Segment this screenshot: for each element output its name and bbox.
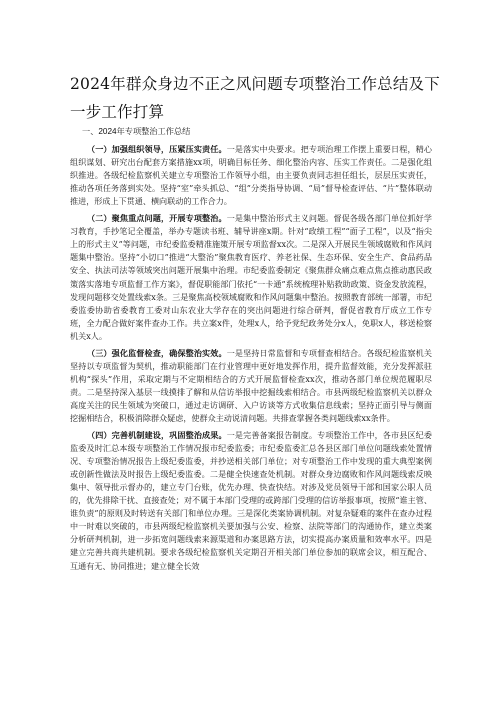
paragraph-1-text: 一是落实中央要求。把专项治理工作摆上重要日程，精心组织谋划、研究出台配套方案措施xx项，明确目标任务、细化整治内容、压实工作责任。二是强化组织推进。各级纪检监察机关建立专项整治工作领导小组，由主要负责同志担任组长，层层压实责任，推动各项任务落到实处。坚持“室”牵头抓总、“组”分类指导协调、“局”督导检查评估、“片”整体联动推进，形成上下贯通、横向联动的工作合力。	[70, 144, 432, 207]
paragraph-3-lead: （三）强化监督检查，确保整治实效。	[87, 347, 227, 358]
paragraph-4	[70, 429, 432, 573]
paragraph-2-text: 一是集中整治形式主义问题。督促各级各部门单位抓好学习教育，手抄笔记全覆盖，举办专题读书班、辅导讲座x期。针对“政绩工程”“面子工程”，以及“指尖上的形式主义”等问题，市纪委监委精准施策开展专项监督xx次。二是深入开展民生领域腐败和作风问题集中整治。坚持“小切口”推进“大整治”聚焦教育医疗、养老社保、生态环保、安全生产、食品药品安全、执法司法等领域突出问题开展集中治理。市纪委监委制定《聚焦群众痛点难点焦点推动惠民政策落实落地专项监督工作方案》，督促职能部门依托“一卡通”系统梳理补贴救助政策、资金发放流程，发现问题移交处置线索x条。三是聚焦高校领域腐败和作风问题集中整治。按照教育部统一部署，市纪委监委协助省委教育工委对山东农业大学存在的突出问题进行综合研判，督促省教育厅成立工作专班，全力配合做好案件查办工作。共立案x件，处理x人，给予党纪政务处分x人，免职x人，移送检察机关x人。	[70, 213, 432, 341]
paragraph-4-lead: （四）完善机制建设，巩固整治成果。	[87, 430, 227, 441]
document-body	[70, 125, 432, 577]
paragraph-1-lead: （一）加强组织领导，压紧压实责任。	[87, 144, 227, 155]
paragraph-1	[70, 143, 432, 208]
section-heading: 一、2024年专项整治工作总结	[82, 127, 191, 136]
paragraph-2	[70, 212, 432, 342]
paragraph-2-lead: （二）聚焦重点问题，开展专项整治。	[87, 213, 227, 224]
document-title: 2024年群众身边不正之风问题专项整治工作总结及下一步工作打算	[70, 75, 440, 121]
paragraph-3	[70, 347, 432, 425]
paragraph-4-text: 一是完善备案报告制度。专项整治工作中，各市县区纪委监委及时汇总本级专项整治工作情况报市纪委监委；市纪委监委汇总各县区部门单位问题线索处置情况、专项整治情况报告上级纪委监委，并抄送相关部门单位；对专项整治工作中发现的重大典型案例或创新性做法及时报告上级纪委监委。二是健全快速查处机制。对群众身边腐败和作风问题线索反映集中、领导批示督办的，建立专门台账，优先办理、快查快结。对涉及党员领导干部和国家公职人员的，优先排除干扰、直接查处；对不属于本部门受理的或跨部门受理的信访举报事项，按照“谁主管、谁负责”的原则及时转送有关部门和单位办理。三是深化类案协调机制。对复杂疑难的案件在查办过程中一时难以突破的，市县两级纪检监察机关要加强与公安、检察、法院等部门的沟通协作，建立类案分析研判机制，进一步拓宽问题线索来源渠道和办案思路方法，切实提高办案质量和效率水平。四是建立完善共商共建机制。要求各级纪检监察机关定期召开相关部门单位参加的联席会议，相互配合、互通有无、协同推进；建立健全长效	[70, 430, 432, 571]
paragraph-3-text: 一是坚持日常监督和专项督查相结合。各级纪检监察机关坚持以专项监督为契机，推动职能部门在行业管理中更好地发挥作用，提升监督效能，充分发挥派驻机构“探头”作用，采取定期与不定期相结合的方式开展监督检查xx次，推动各部门单位规范履职尽责。二是坚持深入基层一线摸排了解和从信访举报中挖掘线索相结合。市县两级纪检监察机关以群众高度关注的民生领域为突破口，通过走访调研、入户访谈等方式收集信息线索；坚持正面引导与侧面挖掘相结合，积极消除群众疑虑，使群众主动说清问题。共排查掌握各类问题线索xx条件。	[70, 347, 432, 423]
